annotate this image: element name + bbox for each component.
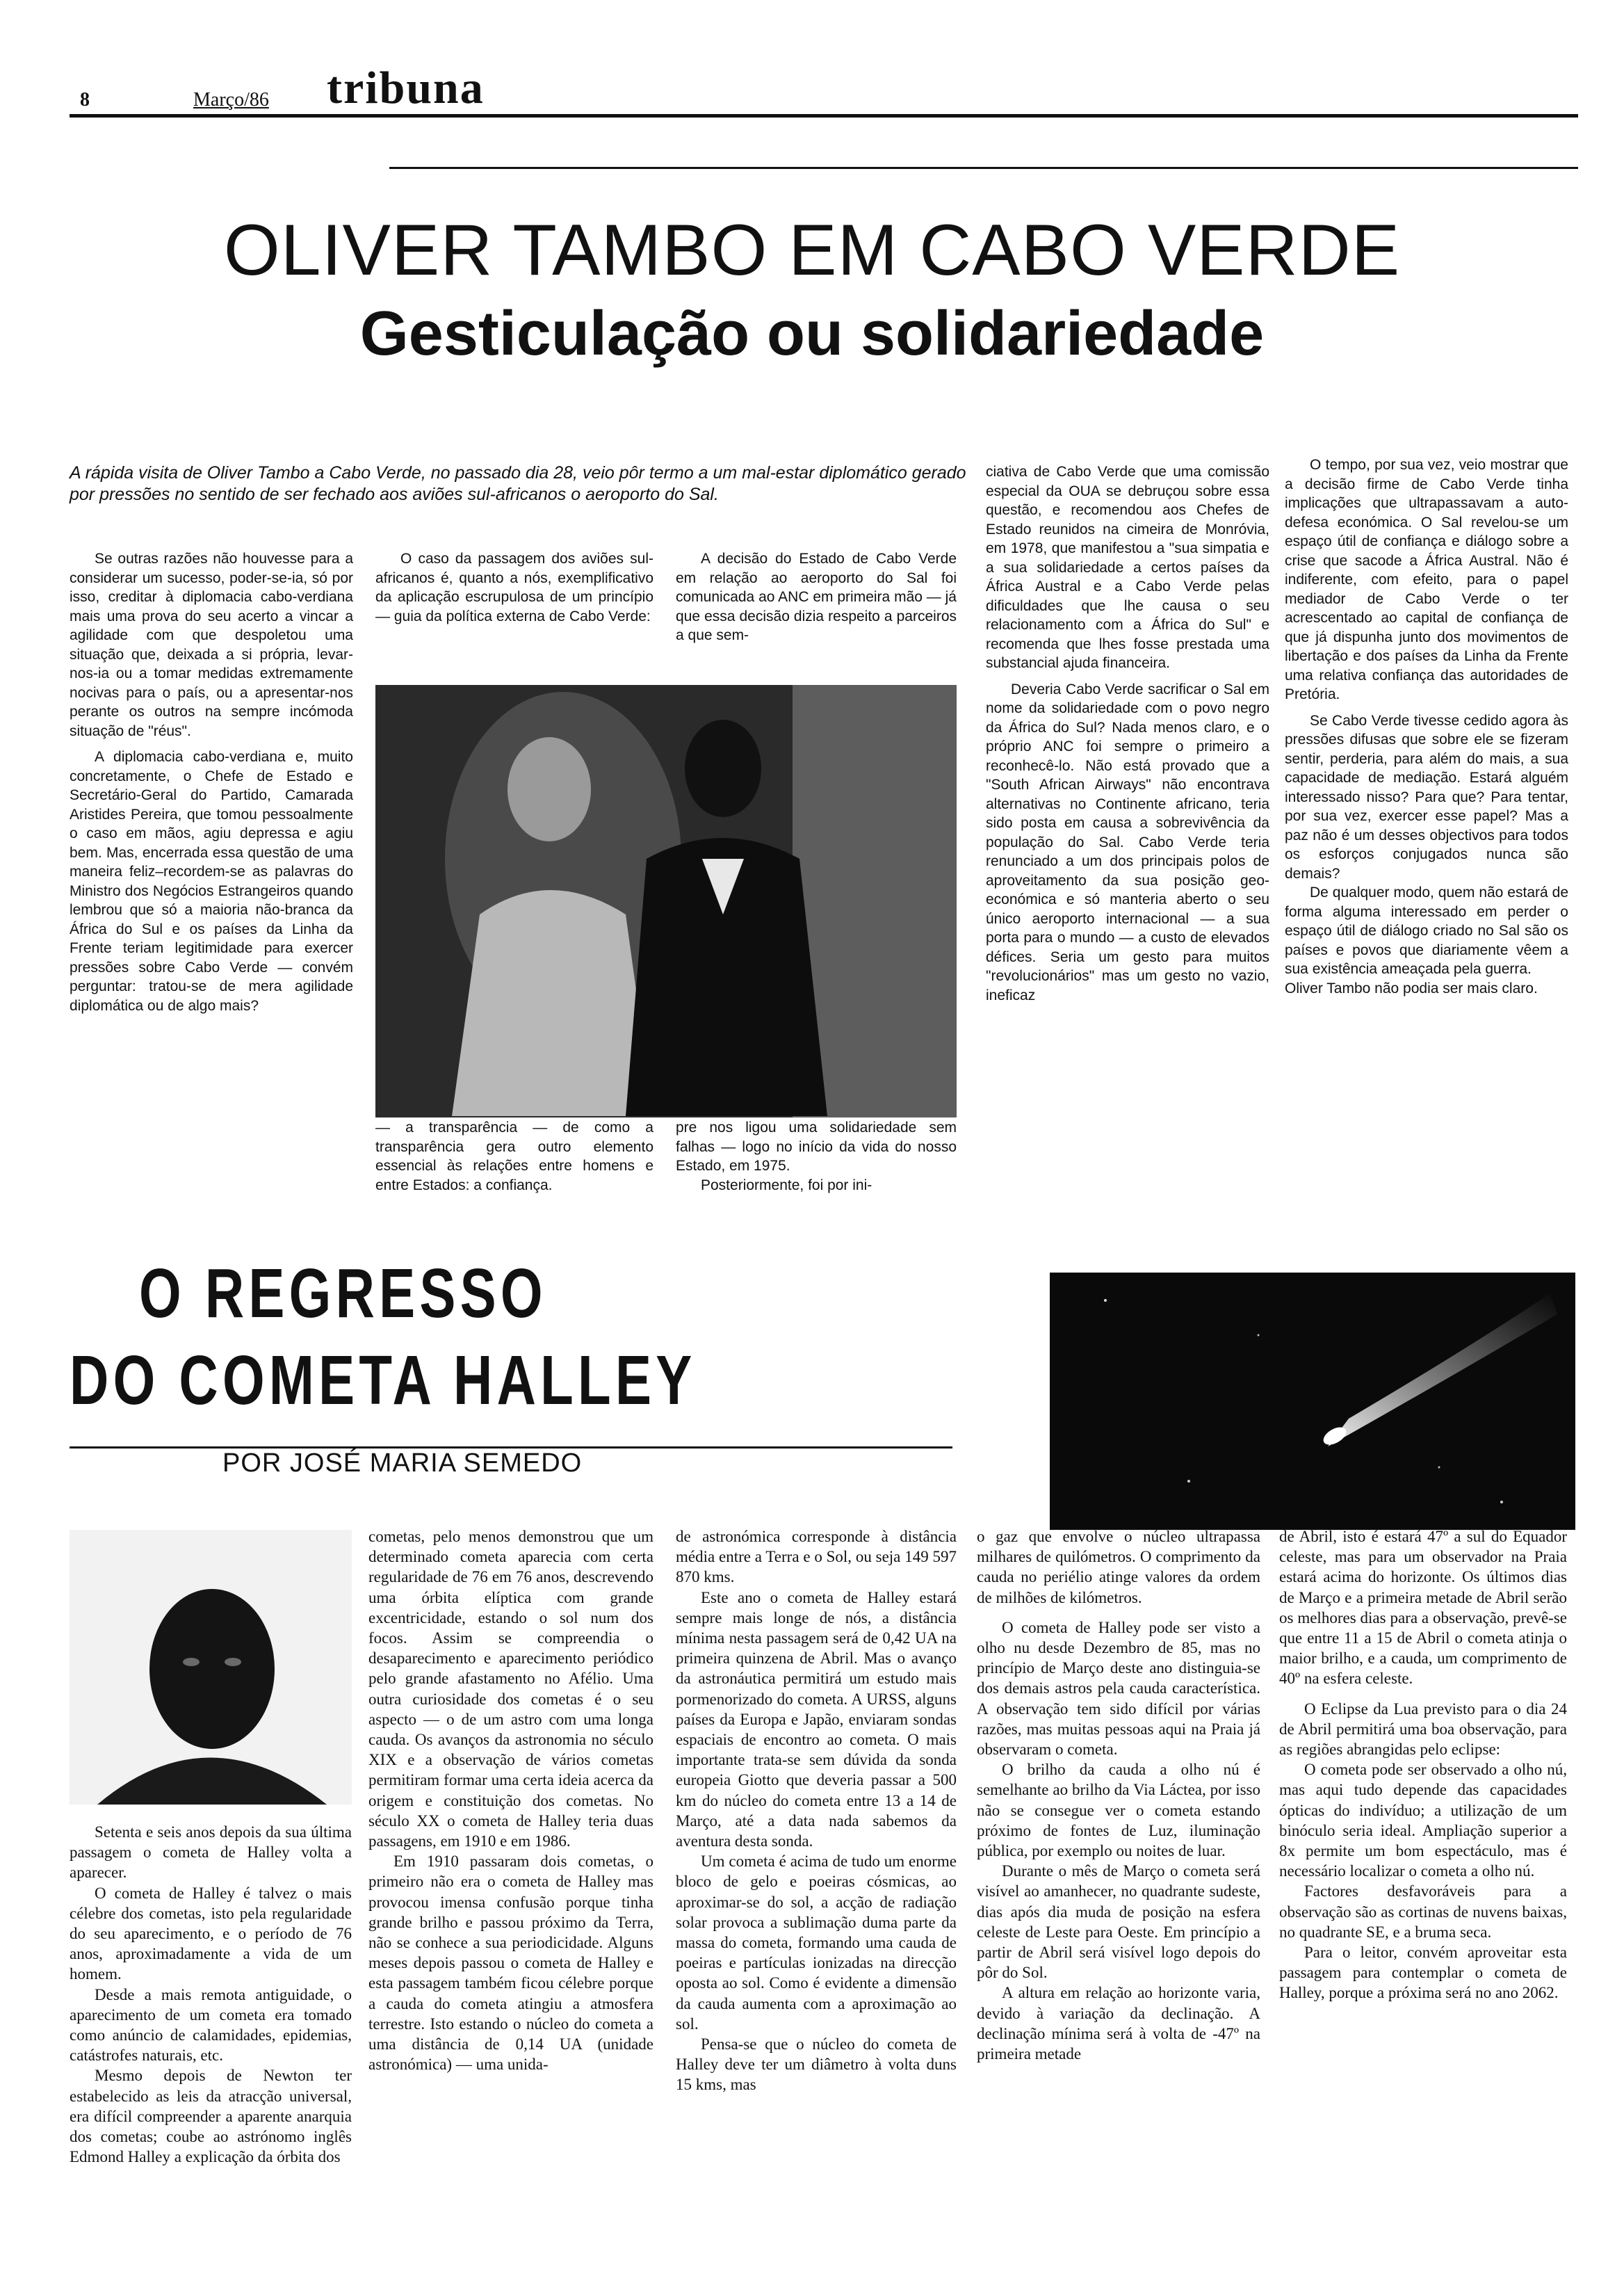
article2-title-line1: O REGRESSO [139,1254,547,1332]
article1-paragraph: Deveria Cabo Verde sacrificar o Sal em nome da solidariedade com o povo negro da África do Sul? Nada menos claro, e o próprio ANC foi sempre o primeiro a reconhecê-lo. Não está provado que a "South African Airways" não encontrava alternativas no Continente africano, teria sido posta em causa a sobrevivência da população do Sal. Cabo Verde teria renunciado a um dos principais polos de aproveitamento da sua posição geo-económica e só manteria aberto o seu único aeroporto internacional — a sua porta para o mundo — a custo de elevados défices. Seria um gesto para muitos "revolucionários" mas um gesto no vazio, ineficaz [986,681,1269,1003]
page-number: 8 [80,89,90,111]
article1-paragraph: De qualquer modo, quem não estará de forma alguma interessado em perder o espaço útil de diálogo criado no Sal são os países e povos que diariamente vêem a sua existência ameaçada pela guerra. [1285,885,1568,977]
article1-paragraph: Oliver Tambo não podia ser mais claro. [1285,980,1538,996]
article2-paragraph: Mesmo depois de Newton ter estabelecido as leis da atracção universal, era difícil compreender a aparente anarquia dos cometas; coube ao astrónomo inglês Edmond Halley a explicação da órbita dos [70,2067,352,2166]
article2-paragraph: de astronómica corresponde à distância média entre a Terra e o Sol, ou seja 149 597 870 kms. [676,1528,957,1586]
article2-paragraph: Pensa-se que o núcleo do cometa de Halley deve ter um diâmetro à volta duns 15 kms, mas [676,2035,957,2094]
article2-paragraph: Desde a mais remota antiguidade, o aparecimento de um cometa era tomado como anúncio de calamidades, epidemias, catástrofes naturais, etc. [70,1985,352,2065]
masthead-logo: tribuna [327,63,485,113]
article1-paragraph: Se outras razões não houvesse para a considerar um sucesso, poder-se-ia, só por isso, creditar à diplomacia cabo-verdiana mais uma prova do seu acerto a vincar a agilidade com que despoletou uma situação que, deixada a si própria, levar-nos-ia ou a tomar medidas extremamente nocivas para o país, ou a apresentar-nos perante os outros na sempre incómoda situação de "réus". [70,551,353,739]
article1-column-3-top [676,549,957,668]
article2-column-4 [977,1526,1260,2288]
article2-paragraph: A altura em relação ao horizonte varia, devido à variação da declinação. A declinação mínima será à volta de -47º na primeira metade [977,1984,1260,2063]
article1-paragraph: Posteriormente, foi por ini- [701,1177,872,1193]
article2-column-5 [1279,1526,1567,2288]
photo-figures-illustration [375,685,957,1117]
article1-lead: A rápida visita de Oliver Tambo a Cabo Verde, no passado dia 28, veio pôr termo a um mal-estar diplomático gerado por pressões no sentido de ser fechado aos aviões sul-africanos o aeroporto do Sal. [70,463,966,504]
article1-paragraph: O tempo, por sua vez, veio mostrar que a decisão firme de Cabo Verde tinha implicações que ultrapassavam a auto-defesa económica. O Sal revelou-se um espaço útil de confiança e diálogo sobre a crise que sacode a África Austral. Não é indiferente, com efeito, para o papel mediador de Cabo Verde o ter acrescentado ao capital de confiança de que já dispunha junto dos movimentos de libertação e dos países da Linha da Frente uma relativa confiança das autoridades de Pretória. [1285,457,1568,702]
article1-column-2-bottom [375,1118,653,1216]
article2-paragraph: O cometa de Halley é talvez o mais célebre dos cometas, isto pela regularidade do seu aparecimento, e o período de 76 anos, aproximadamente a vida de um homem. [70,1884,352,1983]
issue-date: Março/86 [193,89,269,111]
article1-paragraph: — a transparência — de como a transparência gera outro elemento essencial às relações entre homens e entre Estados: a confiança. [375,1120,653,1193]
article2-column-3 [676,1526,957,2288]
article1-paragraph: Se Cabo Verde tivesse cedido agora às pressões difusas que sobre ele se fizeram sentir, perderia, para além do mais, a sua capacidade de mediação. Estará alguém interessado nisso? Para que? Para tentar, por sua vez, exercer esse papel? Mas a paz não é um desses objectivos para todos os esforços conjugados nunca são demais? [1285,712,1568,882]
comet-illustration [1050,1273,1575,1530]
article2-paragraph: Este ano o cometa de Halley estará sempre mais longe de nós, a distância mínima nesta passagem será de 0,42 UA na primeira quinzena de Abril. Mas o avanço da astronáutica permitirá um estudo mais pormenorizado do cometa. A URSS, alguns países da Europa e Japão, enviaram sondas espaciais de encontro ao cometa. O mais importante trata-se sem dúvida da sonda europeia Giotto que deveria passar a 500 km do núcleo do cometa entre 13 a 14 de Março, até a data nada sabemos da aventura desta sonda. [676,1588,957,1850]
article1-paragraph: A decisão do Estado de Cabo Verde em relação ao aeroporto do Sal foi comunicada ao ANC em primeira mão — já que essa decisão dizia respeito a parceiros a que sem- [676,551,957,643]
photo-tambo-handshake [375,685,957,1117]
article2-paragraph: Um cometa é acima de tudo um enorme bloco de gelo e poeiras cósmicas, ao aproximar-se do sol, a acção de radiação solar provoca a sublimação duma parte da massa do cometa, formando uma cauda de poeiras e partículas ionizadas na direcção oposta ao sol. Como é evidente a dimensão da cauda aumenta com a aproximação ao sol. [676,1853,957,2033]
article2-paragraph: O brilho da cauda a olho nú é semelhante ao brilho da Via Láctea, por isso não se consegue ver o cometa estando próximo de fontes de Luz, iluminação pública, por exemplo ou noites de luar. [977,1761,1260,1860]
photo-author [70,1530,352,1805]
article1-column-5 [1285,455,1568,1217]
article2-paragraph: de Abril, isto é estará 47º a sul do Equador celeste, mas para um observador na Praia estará acima do horizonte. Os últimos dias de Março e a primeira metade de Abril serão os melhores dias para a observação, prevê-se que entre 11 a 15 de Abril o cometa atinja o maior brilho, e a cauda, um comprimento de 40º na esfera celeste. [1279,1528,1567,1688]
article2-paragraph: Setenta e seis anos depois da sua última passagem o cometa de Halley volta a aparecer. [70,1823,352,1882]
article1-column-1 [70,549,353,1217]
article1-paragraph: pre nos ligou uma solidariedade sem falhas — logo no início da vida do nosso Estado, em 1975. [676,1120,957,1174]
article1-title: OLIVER TAMBO EM CABO VERDE [223,210,1401,291]
author-portrait [70,1530,352,1805]
article1-paragraph: ciativa de Cabo Verde que uma comissão especial da OUA se debruçou sobre essa questão, e recomendou aos Chefes de Estado reunidos na cimeira de Monróvia, em 1978, que manifestou a "sua simpatia e a sua solidariedade a certos países da África Austral e a Cabo Verde pelas dificuldades que lhe causa o seu relacionamento com a África do Sul" e recomenda que lhes fosse prestada uma substancial ajuda financeira. [986,464,1269,671]
article2-paragraph: O cometa de Halley pode ser visto a olho nu desde Dezembro de 85, mas no princípio de Março deste ano distinguia-se dos demais astros pela cauda característica. A observação tem sido difícil por várias razões, mas muitas pessoas aqui na Praia já observaram o cometa. [977,1618,1260,1759]
article1-paragraph: A diplomacia cabo-verdiana e, muito concretamente, o Chefe de Estado e Secretário-Geral do Partido, Camarada Aristides Pereira, que tomou pessoalmente o caso em mãos, agiu depressa e agiu bem. Mas, encerrada essa questão de uma maneira feliz–recordem-se as palavras do Ministro dos Negócios Estrangeiros quando lembrou que só a maioria não-branca da África do Sul e os países da Linha da Frente teriam legitimidade para exercer pressões sobre Cabo Verde — convém perguntar: tratou-se de mera agilidade diplomática ou de algo mais? [70,749,353,1014]
article2-byline: POR JOSÉ MARIA SEMEDO [222,1448,583,1478]
article1-subtitle: Gesticulação ou solidariedade [359,299,1265,369]
article2-paragraph: Para o leitor, convém aproveitar esta passagem para contemplar o cometa de Halley, porque a próxima será no ano 2062. [1279,1944,1567,2002]
article2-title-line2: DO COMETA HALLEY [70,1341,697,1419]
article2-column-2 [368,1526,653,2288]
article2-paragraph: Factores desfavoráveis para a observação são as cortinas de nuvens baixas, no quadrante SE, e a bruma seca. [1279,1882,1567,1941]
article2-column-1 [70,1822,352,2288]
article1-column-2-top [375,549,653,668]
article2-paragraph: Em 1910 passaram dois cometas, o primeiro não era o cometa de Halley mas provocou imensa confusão porque tinha grande brilho e passou próximo da Terra, não se conhece a sua periodicidade. Alguns meses depois passou o cometa de Halley e esta passagem também ficou célebre porque a cauda do cometa atingiu a atmosfera terrestre. Isto estando o núcleo do cometa a uma distância de 0,14 UA (unidade astronómica) — uma unida- [368,1853,653,2074]
article1-column-3-bottom [676,1118,957,1216]
header-rule-thin [389,167,1578,169]
header-rule [70,114,1578,118]
article2-paragraph: O cometa pode ser observado a olho nú, mas aqui tudo depende das capacidades ópticas do indivíduo; a utilização de um binóculo seria ideal. Ampliação superior a 8x permite um bom espectáculo, mas é necessário localizar o cometa a olho nú. [1279,1761,1567,1880]
article2-paragraph: o gaz que envolve o núcleo ultrapassa milhares de quilómetros. O comprimento da cauda no periélio atinge valores da ordem de milhões de kilómetros. [977,1528,1260,1606]
article2-paragraph: Durante o mês de Março o cometa será visível ao amanhecer, no quadrante sudeste, dias após dia muda de posição na esfera celeste de Leste para Oeste. Em princípio a partir de Abril será visível logo depois do pôr do Sol. [977,1862,1260,1982]
article1-column-4 [986,462,1269,1217]
photo-comet [1050,1273,1575,1530]
article2-paragraph: O Eclipse da Lua previsto para o dia 24 de Abril permitirá uma boa observação, para as regiões abrangidas pelo eclipse: [1279,1700,1567,1759]
article1-paragraph: O caso da passagem dos aviões sul-africanos é, quanto a nós, exemplificativo da aplicação escrupulosa de um princípio — guia da política externa de Cabo Verde: [375,551,653,624]
article2-paragraph: cometas, pelo menos demonstrou que um determinado cometa aparecia com certa regularidade de 76 em 76 anos, descrevendo uma órbita elíptica com grande excentricidade, estando o sol num dos focos. Assim se compreendia o desaparecimento e aparecimento periódico pelo grande afastamento no Afélio. Uma outra curiosidade dos cometas é o seu aspecto — o de um astro com uma longa cauda. Os avanços da astronomia no século XIX e a observação de vários cometas permitiram formar uma certa ideia acerca da origem e constituição dos cometas. No século XX o cometa de Halley teria duas passagens, em 1910 e em 1986. [368,1528,653,1850]
